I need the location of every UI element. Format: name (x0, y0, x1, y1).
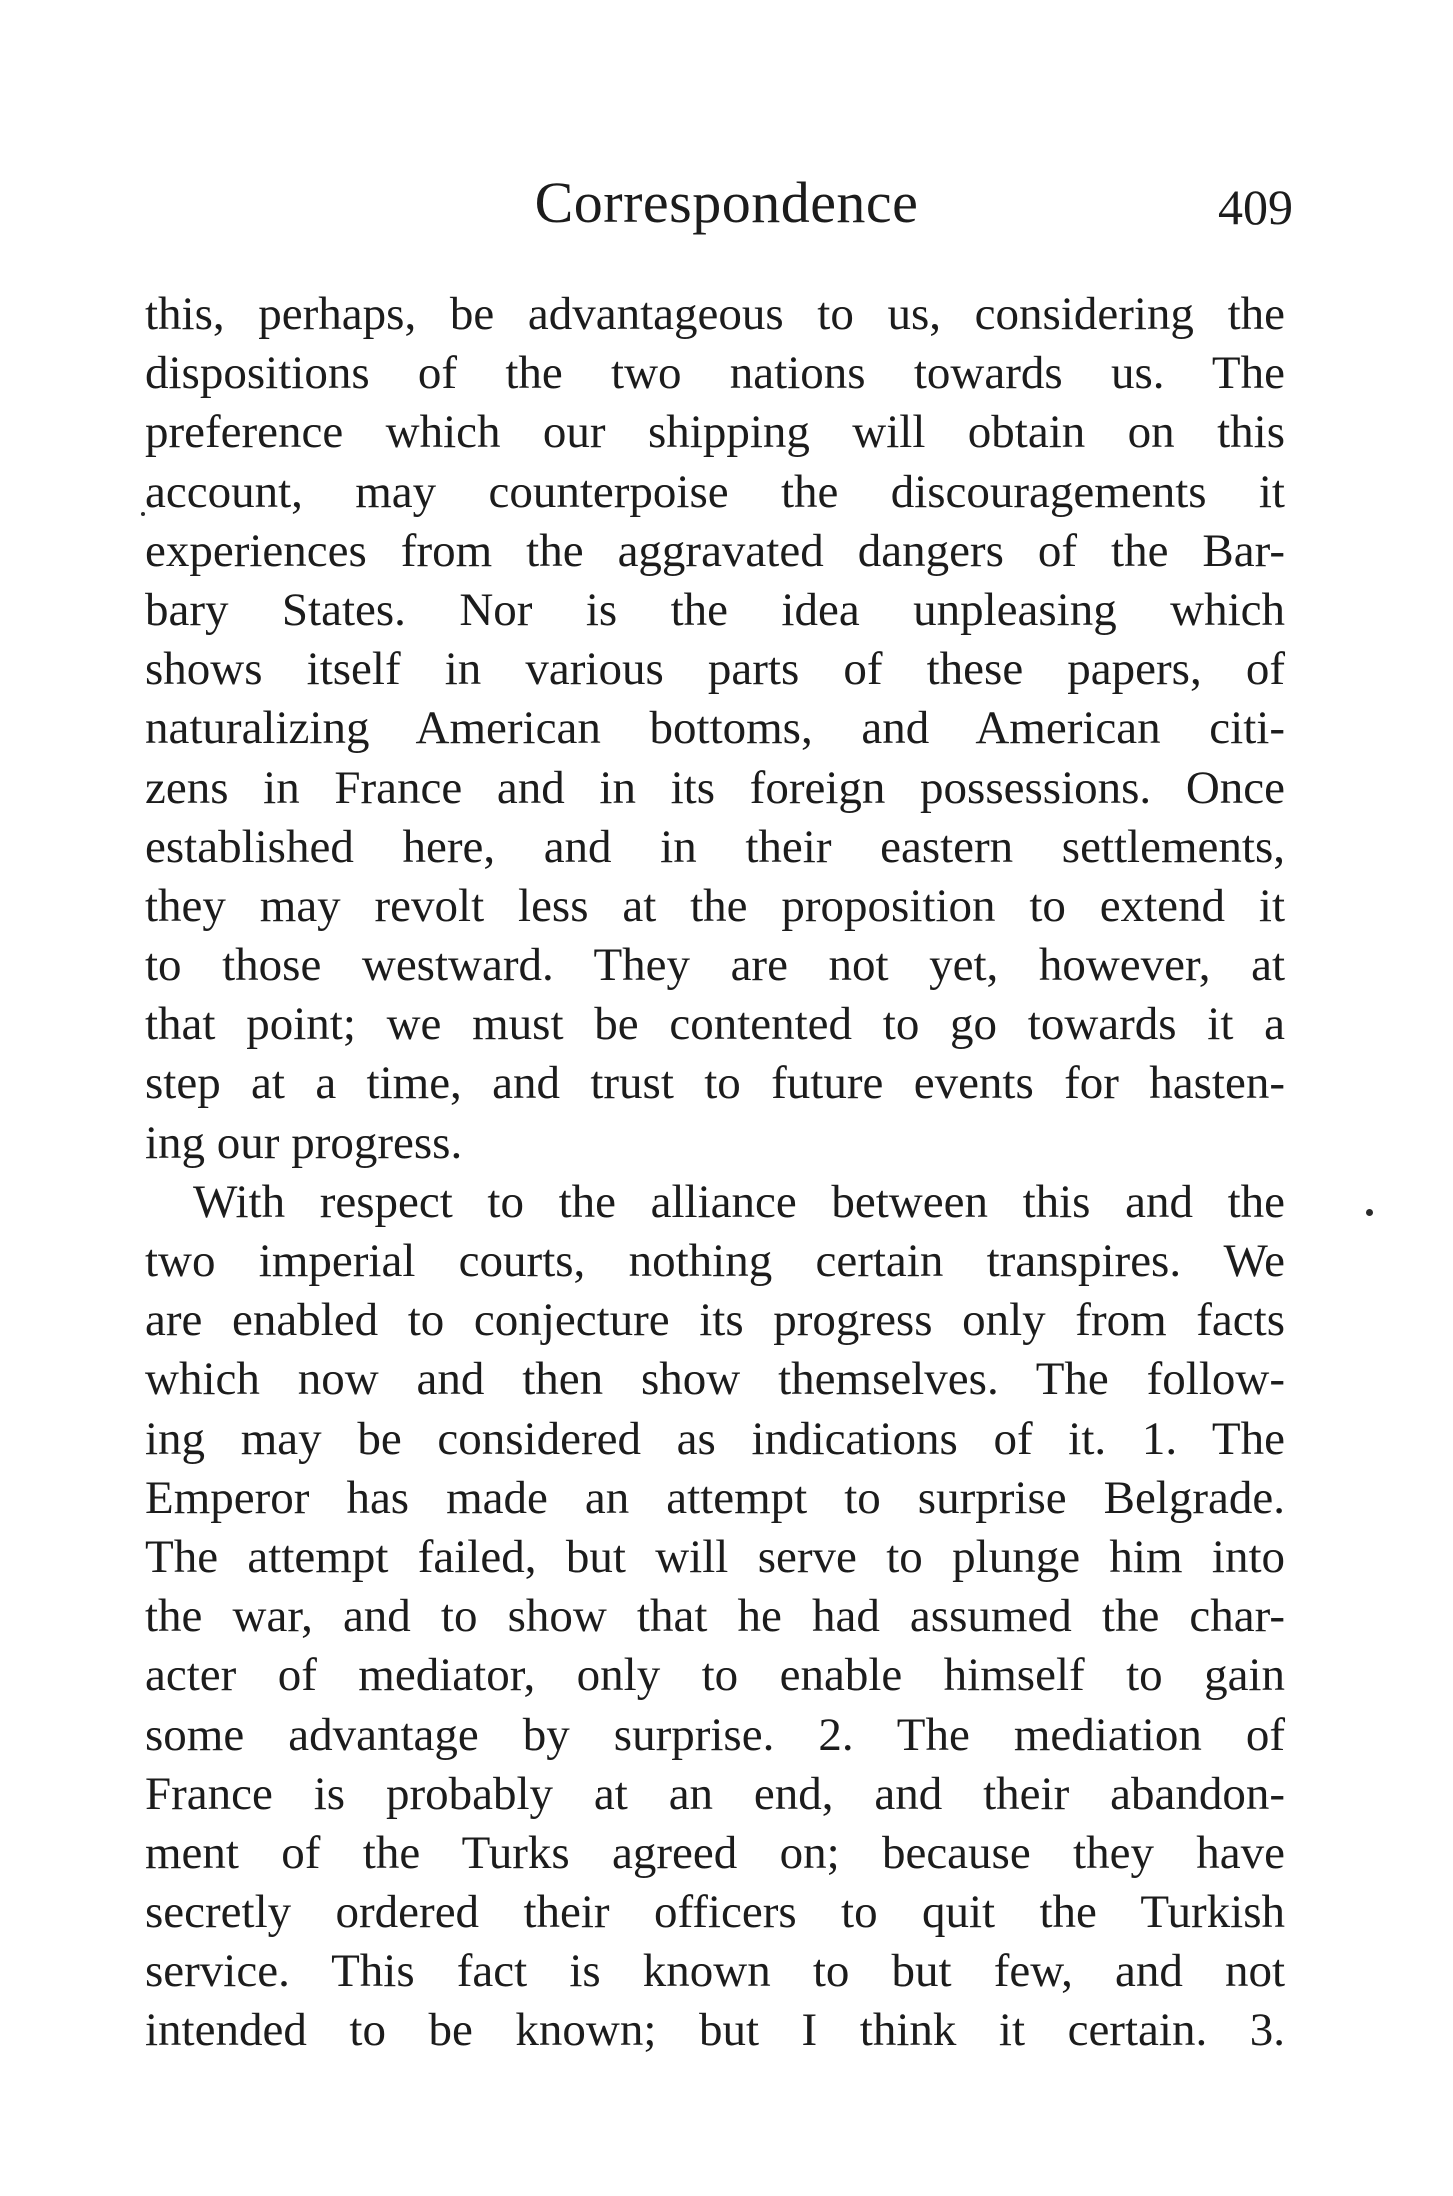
text-line: The attempt failed, but will serve to plunge him into (145, 1530, 1285, 1583)
text-line: intended to be known; but I think it certain. 3. (145, 2004, 1285, 2057)
text-line: secretly ordered their officers to quit the Turkish (145, 1886, 1285, 1939)
text-line: Emperor has made an attempt to surprise Belgrade. (145, 1471, 1285, 1524)
text-line: With respect to the alliance between this and the (193, 1175, 1285, 1228)
ink-speck (1366, 1209, 1373, 1216)
text-line: established here, and in their eastern settlements, (145, 820, 1285, 873)
text-line: some advantage by surprise. 2. The mediation of (145, 1708, 1285, 1761)
text-line: this, perhaps, be advantageous to us, considering the (145, 288, 1285, 340)
ink-speck (141, 512, 145, 516)
text-line: service. This fact is known to but few, and not (145, 1945, 1285, 1998)
running-header (0, 168, 1453, 238)
running-title: Correspondence (534, 170, 919, 235)
text-line: dispositions of the two nations towards us. The (145, 347, 1285, 400)
text-line: that point; we must be contented to go towards it a (145, 998, 1285, 1051)
text-line: experiences from the aggravated dangers of the Bar- (145, 524, 1285, 577)
text-line: France is probably at an end, and their abandon- (145, 1767, 1285, 1820)
page-number: 409 (1218, 179, 1293, 235)
text-line: to those westward. They are not yet, however, at (145, 939, 1285, 992)
text-line: bary States. Nor is the idea unpleasing which (145, 583, 1285, 636)
paragraph-2 (145, 1173, 1285, 2061)
text-line: preference which our shipping will obtain on this (145, 406, 1285, 459)
text-line: two imperial courts, nothing certain transpires. We (145, 1235, 1285, 1287)
text-line: zens in France and in its foreign possessions. Once (145, 761, 1285, 814)
text-line: are enabled to conjecture its progress only from facts (145, 1294, 1285, 1347)
text-line: ing may be considered as indications of it. 1. The (145, 1412, 1285, 1465)
body-text (145, 285, 1285, 2061)
text-line: acter of mediator, only to enable himself to gain (145, 1649, 1285, 1702)
text-line: step at a time, and trust to future events for hasten- (145, 1057, 1285, 1110)
text-line: shows itself in various parts of these papers, of (145, 643, 1285, 696)
text-line: the war, and to show that he had assumed the char- (145, 1590, 1285, 1643)
text-line: which now and then show themselves. The follow- (145, 1353, 1285, 1406)
text-line: ment of the Turks agreed on; because they have (145, 1826, 1285, 1879)
text-line: account, may counterpoise the discouragements it (145, 465, 1285, 518)
text-line: naturalizing American bottoms, and American citi- (145, 702, 1285, 755)
text-line: they may revolt less at the proposition to extend it (145, 879, 1285, 932)
paragraph-1 (145, 285, 1285, 1173)
text-line: ing our progress. (145, 1116, 463, 1169)
